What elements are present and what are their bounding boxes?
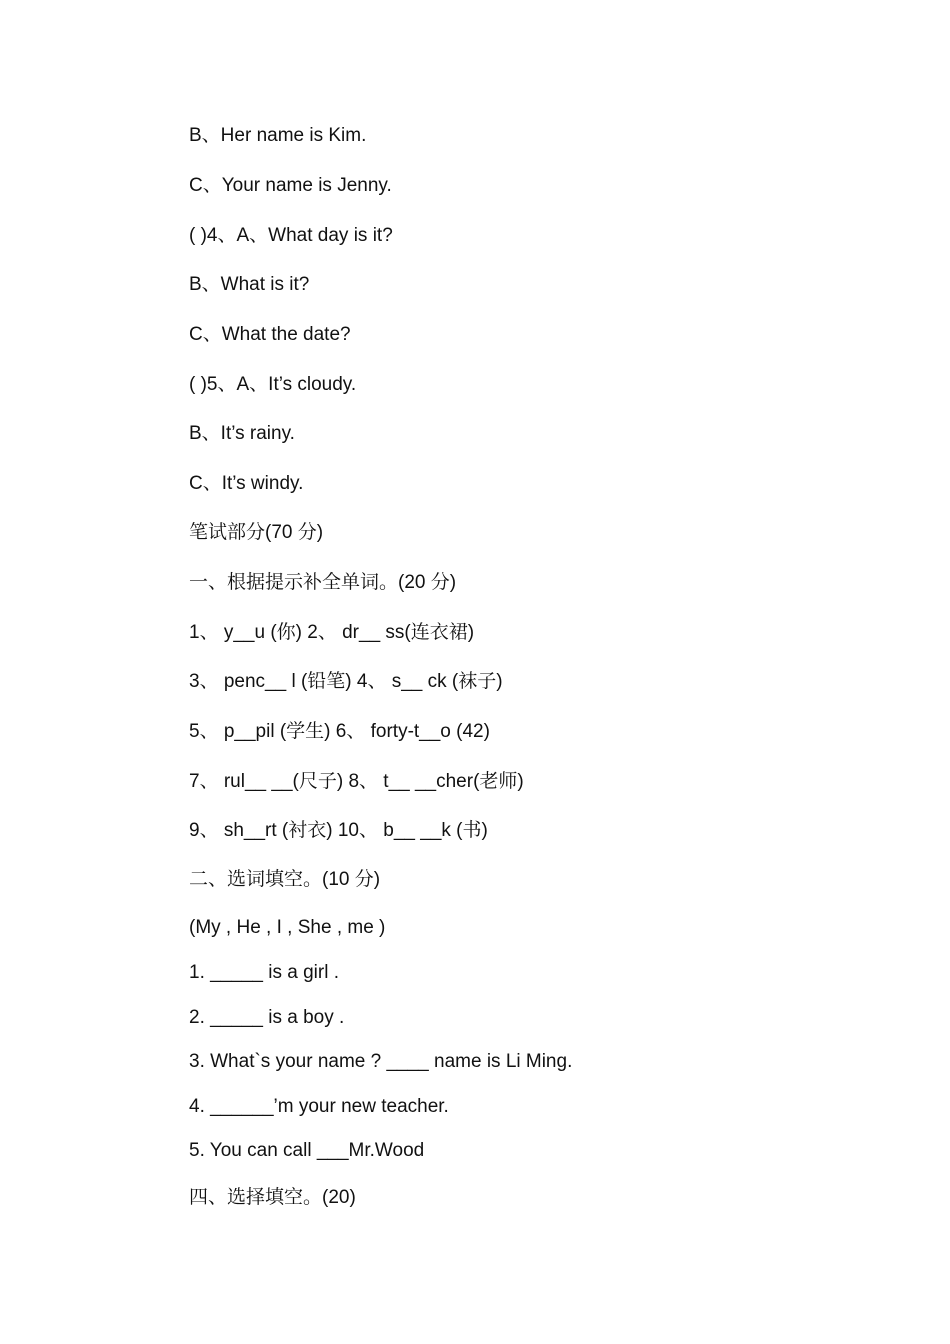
option-c-q5: C、It’s windy.: [189, 473, 304, 494]
fill-blank-4: 4. ______’m your new teacher.: [189, 1096, 449, 1117]
question-4-option-a: ( )4、A、What day is it?: [189, 225, 393, 246]
fill-blank-2: 2. _____ is a boy .: [189, 1007, 345, 1028]
word-completion-row-1: 1、 y__u (你) 2、 dr__ ss(连衣裙): [189, 622, 475, 643]
option-c-q3: C、Your name is Jenny.: [189, 175, 392, 196]
fill-blank-3: 3. What`s your name ? ____ name is Li Ming.: [189, 1051, 573, 1072]
written-section-heading: 笔试部分(70 分): [189, 522, 324, 543]
option-b-q5: B、It’s rainy.: [189, 423, 295, 444]
section-4-heading: 四、选择填空。(20): [189, 1187, 356, 1208]
section-1-heading: 一、根据提示补全单词。(20 分): [189, 572, 457, 593]
fill-blank-1: 1. _____ is a girl .: [189, 962, 339, 983]
word-choices: (My , He , I , She , me ): [189, 917, 386, 938]
word-completion-row-5: 9、 sh__rt (衬衣) 10、 b__ __k (书): [189, 820, 488, 841]
word-completion-row-2: 3、 penc__ l (铅笔) 4、 s__ ck (袜子): [189, 671, 503, 692]
word-completion-row-4: 7、 rul__ __(尺子) 8、 t__ __cher(老师): [189, 771, 524, 792]
option-b-q4: B、What is it?: [189, 274, 310, 295]
section-2-heading: 二、选词填空。(10 分): [189, 869, 381, 890]
word-completion-row-3: 5、 p__pil (学生) 6、 forty-t__o (42): [189, 721, 490, 742]
fill-blank-5: 5. You can call ___Mr.Wood: [189, 1140, 425, 1161]
question-5-option-a: ( )5、A、It’s cloudy.: [189, 374, 357, 395]
option-b-q3: B、Her name is Kim.: [189, 125, 367, 146]
option-c-q4: C、What the date?: [189, 324, 351, 345]
